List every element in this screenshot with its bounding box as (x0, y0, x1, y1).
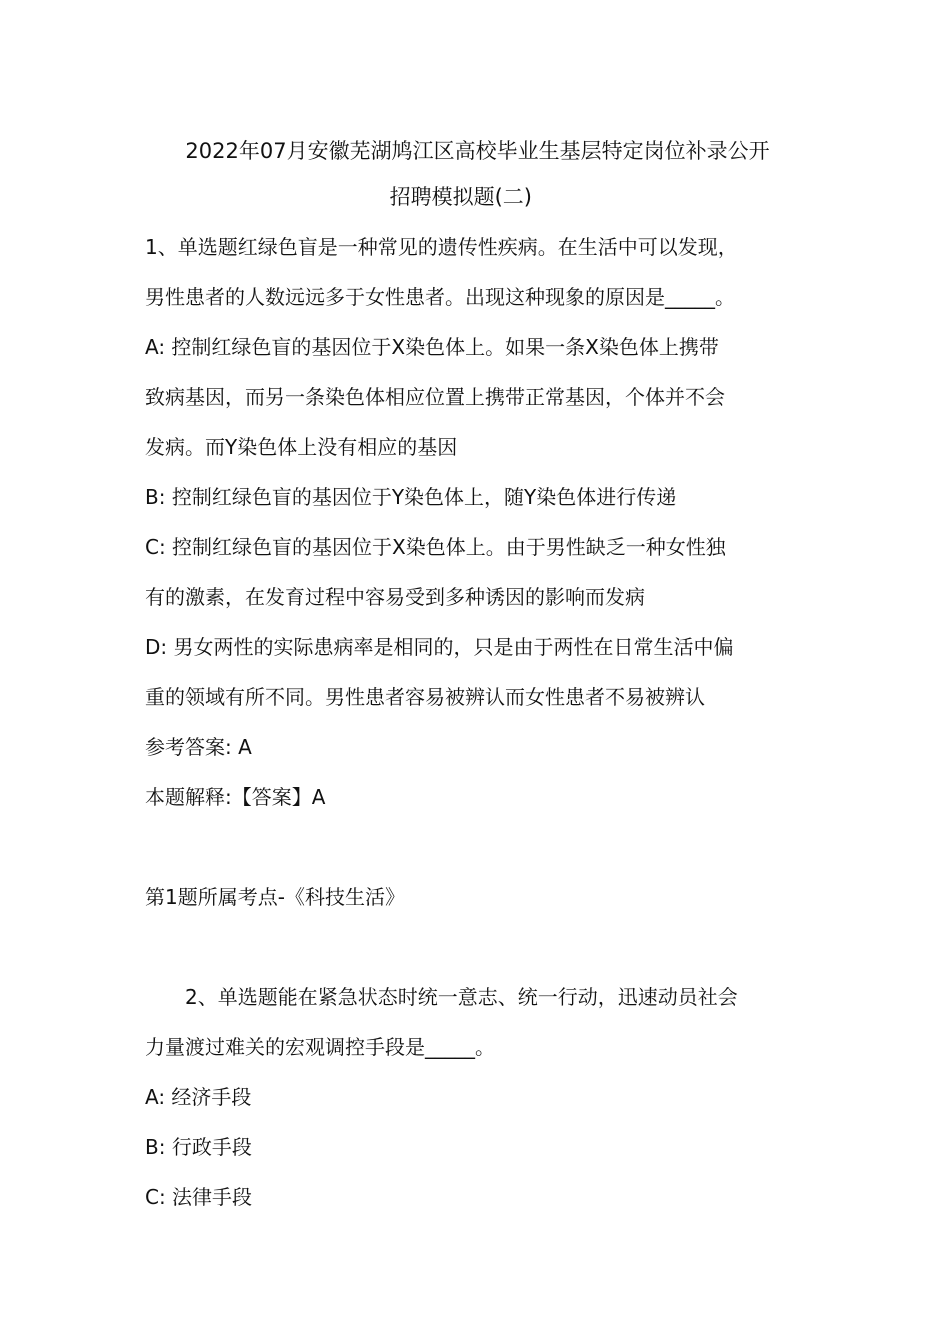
question-1-topic: 第1题所属考点-《科技生活》 (145, 885, 405, 909)
question-2 (145, 972, 810, 1222)
question-1-stem-line-2: 男性患者的人数远远多于女性患者。出现这种现象的原因是_____。 (145, 285, 735, 309)
spacer (145, 822, 810, 872)
question-1-option-b: B: 控制红绿色盲的基因位于Y染色体上，随Y染色体进行传递 (145, 485, 677, 509)
spacer (145, 922, 810, 972)
question-1 (145, 222, 810, 972)
question-1-option-a-line-1: A: 控制红绿色盲的基因位于X染色体上。如果一条X染色体上携带 (145, 335, 719, 359)
document-content (145, 128, 810, 1222)
question-1-option-c-line-1: C: 控制红绿色盲的基因位于X染色体上。由于男性缺乏一种女性独 (145, 535, 726, 559)
question-2-option-a: A: 经济手段 (145, 1085, 252, 1109)
document-title (145, 128, 810, 220)
question-1-option-a-line-2: 致病基因，而另一条染色体相应位置上携带正常基因，个体并不会 (145, 385, 725, 409)
question-1-option-d-line-2: 重的领域有所不同。男性患者容易被辨认而女性患者不易被辨认 (145, 685, 705, 709)
question-1-stem-line-1: 1、单选题红绿色盲是一种常见的遗传性疾病。在生活中可以发现， (145, 235, 738, 259)
question-2-option-b: B: 行政手段 (145, 1135, 252, 1159)
question-2-option-c: C: 法律手段 (145, 1185, 253, 1209)
title-line-1: 2022年07月安徽芜湖鸠江区高校毕业生基层特定岗位补录公开 (185, 139, 770, 163)
question-2-stem-line-1: 2、单选题能在紧急状态时统一意志、统一行动，迅速动员社会 (185, 985, 738, 1009)
question-1-explanation: 本题解释:【答案】A (145, 785, 326, 809)
question-1-option-c-line-2: 有的激素，在发育过程中容易受到多种诱因的影响而发病 (145, 585, 645, 609)
title-line-2: 招聘模拟题(二) (389, 185, 532, 209)
question-2-stem-line-2: 力量渡过难关的宏观调控手段是_____。 (145, 1035, 495, 1059)
question-1-option-a-line-3: 发病。而Y染色体上没有相应的基因 (145, 435, 458, 459)
question-1-reference-answer: 参考答案: A (145, 735, 252, 759)
question-1-option-d-line-1: D: 男女两性的实际患病率是相同的，只是由于两性在日常生活中偏 (145, 635, 734, 659)
